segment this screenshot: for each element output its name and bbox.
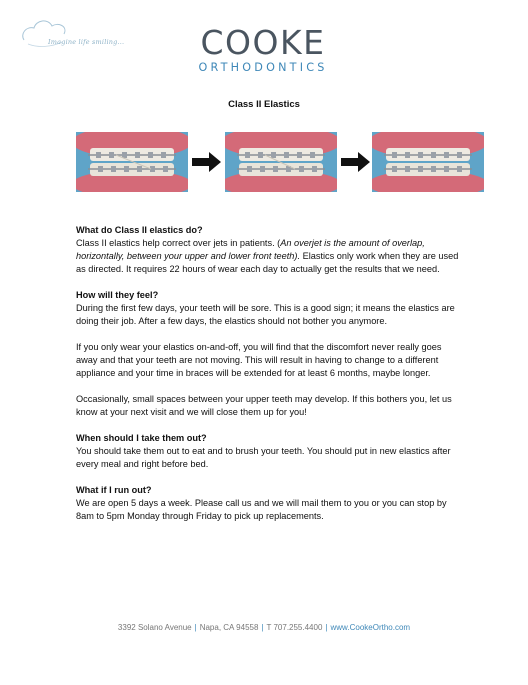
- page-title: Class II Elastics: [228, 99, 300, 110]
- section-paragraph: During the first few days, your teeth will be sore. This is a good sign; it means the elastics are doing their job. After a few days, the elastics should not bother you anymore.: [76, 303, 455, 326]
- teeth-photo-before: [76, 132, 188, 192]
- footer-contact: 3392 Solano Avenue | Napa, CA 94558 | T 707.255.4400 | www.CookeOrtho.com: [117, 623, 411, 632]
- section-heading: When should I take them out?: [76, 433, 207, 443]
- teeth-photo-during: [225, 132, 337, 192]
- cooke-orthodontics-logo: [186, 23, 340, 74]
- right-arrow-icon: [192, 151, 222, 173]
- teeth-photo-strip: [76, 132, 444, 192]
- footer-website-link[interactable]: www.CookeOrtho.com: [330, 623, 411, 632]
- teeth-photo-after: [372, 132, 484, 192]
- tagline-text: Imagine life smiling...: [48, 38, 125, 46]
- right-arrow-icon: [341, 151, 371, 173]
- overjet-definition: An overjet is the amount of overlap, horizontally, between your upper and lower front teeth).: [76, 238, 425, 261]
- section-paragraph: If you only wear your elastics on-and-off, you will find that the discomfort never really goes away and that your teeth are not moving. This will result in having to change to a different appliance and your time in braces will be extended for at least 6 months, maybe longer.: [76, 342, 442, 378]
- section-paragraph: Class II elastics help correct over jets in patients. (An overjet is the amount of overlap, horizontally, between your upper and lower front teeth). Elastics only work when they are used as directed. It requires 22 hours of wear each day to actually get the results that we need.: [76, 238, 459, 274]
- logo-wordmark: COOKE: [200, 23, 326, 62]
- section-paragraph: You should take them out to eat and to brush your teeth. You should put in new elastics after every meal and right before bed.: [76, 446, 451, 469]
- section-heading: What do Class II elastics do?: [76, 225, 203, 235]
- tagline-mark: [18, 14, 128, 54]
- section-paragraph: Occasionally, small spaces between your upper teeth may develop. If this bothers you, let us know at your next visit and we will close them up for you!: [76, 394, 452, 417]
- logo-subtitle: ORTHODONTICS: [198, 61, 328, 74]
- section-paragraph: We are open 5 days a week. Please call us and we will mail them to you or you can stop by 8am to 5pm Monday through Friday to pick up replacements.: [76, 498, 447, 521]
- section-heading: What if I run out?: [76, 485, 152, 495]
- article-body: [76, 224, 461, 523]
- footer-phone: T 707.255.4400: [266, 623, 323, 632]
- footer-city: Napa, CA 94558: [199, 623, 259, 632]
- footer-address: 3392 Solano Avenue: [117, 623, 192, 632]
- section-heading: How will they feel?: [76, 290, 159, 300]
